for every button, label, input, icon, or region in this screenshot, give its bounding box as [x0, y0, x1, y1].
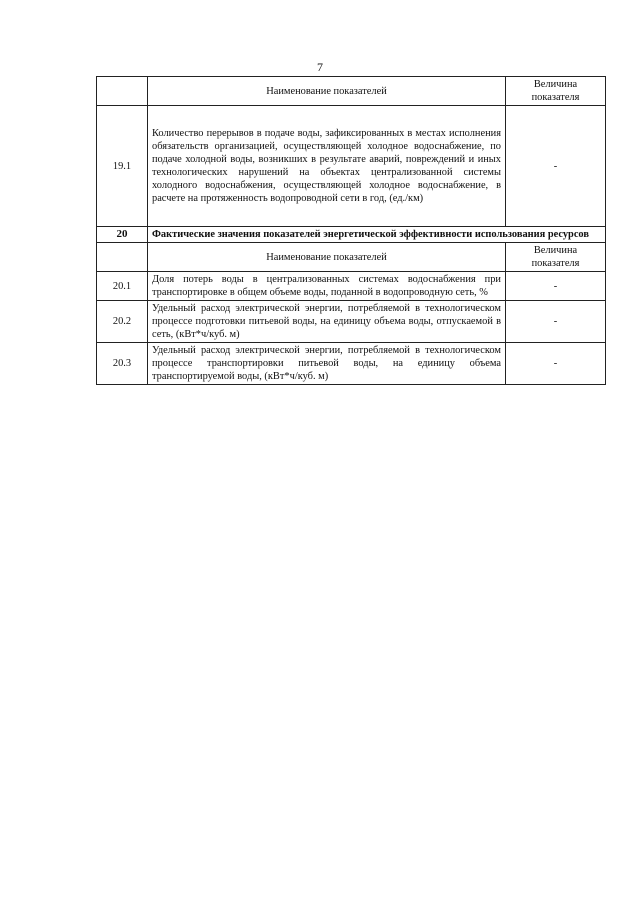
section-title: Фактические значения показателей энергетической эффективности использования ресурсов: [148, 227, 606, 243]
header-number-cell: [97, 243, 148, 272]
row-number: 20.2: [97, 301, 148, 343]
table-row: [97, 272, 606, 301]
header-number-cell: [97, 77, 148, 106]
row-value: -: [506, 343, 606, 385]
row-number: 20.1: [97, 272, 148, 301]
header-name-cell: Наименование показателей: [148, 77, 506, 106]
row-description: Количество перерывов в подаче воды, зафиксированных в местах исполнения обязательств организацией, осуществляющей холодное водоснабжение, по подаче холодной воды, возникших в результате аварий, повреждений и иных технологических нарушений на объектах централизованной системы холодного водоснабжения, осуществляющей холодное водоснабжение, в расчете на протяженность водопроводной сети в год, (ед./км): [148, 106, 506, 227]
header-name-cell: Наименование показателей: [148, 243, 506, 272]
table-row: [97, 106, 606, 227]
header-value-cell: Величина показателя: [506, 243, 606, 272]
row-value: -: [506, 106, 606, 227]
table-header-row: [97, 77, 606, 106]
row-number: 19.1: [97, 106, 148, 227]
row-description: Удельный расход электрической энергии, потребляемой в технологическом процессе подготовки питьевой воды, на единицу объема воды, отпускаемой в сеть, (кВт*ч/куб. м): [148, 301, 506, 343]
section-row: [97, 227, 606, 243]
header-value-cell: Величина показателя: [506, 77, 606, 106]
table-header-row: [97, 243, 606, 272]
table-row: [97, 301, 606, 343]
row-value: -: [506, 301, 606, 343]
row-description: Удельный расход электрической энергии, потребляемой в технологическом процессе транспортировки питьевой воды, на единицу объема транспортируемой воды, (кВт*ч/куб. м): [148, 343, 506, 385]
row-description: Доля потерь воды в централизованных системах водоснабжения при транспортировке в общем объеме воды, поданной в водопроводную сеть, %: [148, 272, 506, 301]
row-number: 20.3: [97, 343, 148, 385]
table-row: [97, 343, 606, 385]
row-value: -: [506, 272, 606, 301]
indicators-table: [96, 76, 606, 385]
page-number: 7: [317, 60, 323, 74]
section-number: 20: [97, 227, 148, 243]
